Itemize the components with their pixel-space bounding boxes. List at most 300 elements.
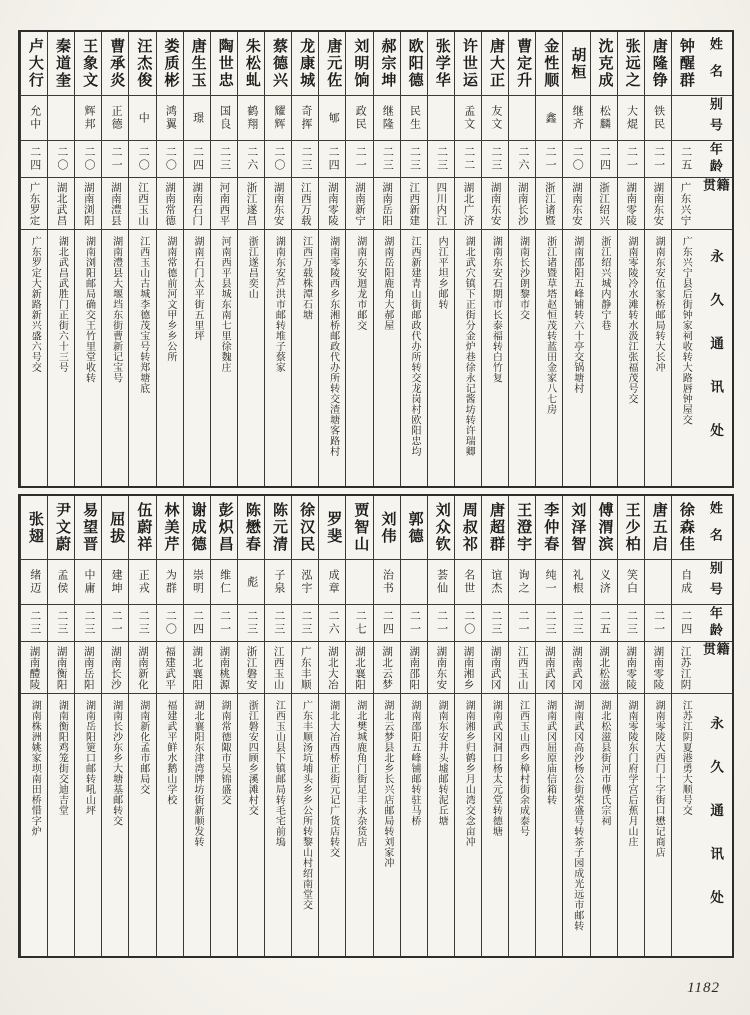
- person-age: 二五: [598, 610, 611, 636]
- person-native-place-cell: [184, 178, 210, 230]
- person-name: 刘泽智: [569, 502, 586, 553]
- person-alias: 国良: [218, 105, 231, 131]
- person-column: [454, 496, 481, 956]
- person-age-cell: [645, 141, 671, 178]
- person-column: [101, 496, 128, 956]
- person-address-cell: [591, 230, 617, 486]
- person-age-cell: [374, 605, 400, 642]
- person-column: [671, 32, 698, 486]
- person-address: 湖南岳阳鹿角大郝屋: [381, 236, 393, 331]
- person-age: 二三: [245, 610, 258, 636]
- person-name-cell: [482, 496, 508, 560]
- person-name: 唐隆铮: [650, 38, 667, 89]
- person-name-cell: [618, 32, 644, 96]
- person-name-cell: [265, 496, 291, 560]
- person-alias: 鹤翔: [245, 105, 258, 131]
- person-column: [264, 496, 291, 956]
- person-name-cell: [374, 496, 400, 560]
- person-address: 湖南东安石期市长泰福转白竹复: [490, 236, 502, 383]
- person-alias-cell: [374, 560, 400, 605]
- person-alias: 允中: [28, 105, 41, 131]
- person-age-cell: [482, 605, 508, 642]
- person-address: 广东丰顺汤坑埔头乡乡公所转黎山村绍南堂交: [300, 700, 312, 910]
- person-name-cell: [319, 32, 345, 96]
- person-name-cell: [509, 496, 535, 560]
- person-native-place: 浙江绍兴: [598, 181, 610, 226]
- person-age-cell: [292, 141, 318, 178]
- person-address: 湖南武冈洞口杨太元堂转德塘: [490, 700, 502, 837]
- person-address-cell: [428, 694, 454, 956]
- directory-table-top: [18, 30, 734, 488]
- person-column: [318, 32, 345, 486]
- person-native-place-cell: [645, 642, 671, 694]
- person-address-cell: [618, 694, 644, 956]
- person-age: 二六: [516, 146, 529, 172]
- person-age: 二〇: [82, 146, 95, 172]
- person-alias: 成章: [327, 569, 340, 595]
- person-alias-cell: [482, 96, 508, 141]
- person-age: 二〇: [164, 610, 177, 636]
- person-native-place-cell: [509, 178, 535, 230]
- person-address-cell: [401, 694, 427, 956]
- person-address-cell: [428, 230, 454, 486]
- person-address-cell: [672, 230, 698, 486]
- person-native-place-cell: [265, 178, 291, 230]
- person-name-cell: [21, 32, 47, 96]
- person-age-cell: [102, 605, 128, 642]
- person-name: 林美芹: [162, 502, 179, 553]
- person-column: [644, 496, 671, 956]
- person-address-cell: [129, 694, 155, 956]
- person-age-cell: [129, 605, 155, 642]
- person-name-cell: [292, 32, 318, 96]
- person-age-cell: [238, 141, 264, 178]
- person-alias-cell: [21, 96, 47, 141]
- person-address-cell: [563, 694, 589, 956]
- person-native-place: 江西玉山: [136, 181, 148, 226]
- person-name-cell: [428, 496, 454, 560]
- person-name-cell: [157, 496, 183, 560]
- person-alias-cell: [536, 96, 562, 141]
- header-address-label: 永久通讯处: [708, 249, 724, 467]
- person-native-place-cell: [211, 642, 237, 694]
- person-age: 二〇: [571, 146, 584, 172]
- person-name-cell: [536, 496, 562, 560]
- person-native-place: 湖南邵阳: [408, 645, 420, 690]
- person-alias-cell: [265, 560, 291, 605]
- person-column: [47, 32, 74, 486]
- header-alias-label: 别号: [707, 561, 723, 603]
- person-native-place-cell: [482, 642, 508, 694]
- person-age-cell: [48, 141, 74, 178]
- person-native-place: 湖南东安: [652, 181, 664, 226]
- person-alias-cell: [509, 96, 535, 141]
- person-alias-cell: [129, 96, 155, 141]
- person-alias-cell: [672, 560, 698, 605]
- person-native-place-cell: [102, 642, 128, 694]
- person-native-place-cell: [129, 178, 155, 230]
- person-native-place: 广东兴宁: [679, 181, 691, 226]
- person-age-cell: [591, 605, 617, 642]
- person-address: 浙江诸暨草塔赵恒茂转蓝田金家八七房: [544, 236, 556, 415]
- person-alias: 孟侯: [55, 569, 68, 595]
- person-age-cell: [129, 141, 155, 178]
- person-address-cell: [482, 230, 508, 486]
- person-age: 二一: [544, 146, 557, 172]
- person-alias: 义济: [598, 569, 611, 595]
- person-name: 郝宗坤: [379, 38, 396, 89]
- person-name-cell: [265, 32, 291, 96]
- person-age: 二六: [245, 146, 258, 172]
- person-native-place: 浙江磐安: [245, 645, 257, 690]
- person-address-cell: [563, 230, 589, 486]
- person-alias: 笑白: [625, 569, 638, 595]
- person-native-place-cell: [618, 178, 644, 230]
- person-native-place: 湖南零陵: [652, 645, 664, 690]
- person-age-cell: [428, 141, 454, 178]
- person-column: [481, 32, 508, 486]
- person-alias-cell: [129, 560, 155, 605]
- person-name-cell: [157, 32, 183, 96]
- person-column: [183, 32, 210, 486]
- person-column: [535, 32, 562, 486]
- header-address: [698, 694, 732, 956]
- person-address-cell: [265, 230, 291, 486]
- person-name-cell: [455, 496, 481, 560]
- person-address-cell: [292, 230, 318, 486]
- person-address: 湖南石门太平街五里坪: [191, 236, 203, 341]
- person-native-place-cell: [211, 178, 237, 230]
- person-name: 陈懋春: [243, 502, 260, 553]
- person-column: [373, 32, 400, 486]
- person-age-cell: [645, 605, 671, 642]
- person-address-cell: [455, 694, 481, 956]
- person-name: 卢大行: [26, 38, 43, 89]
- header-native-label: 籍贯: [701, 178, 730, 205]
- person-name-cell: [102, 496, 128, 560]
- person-address-cell: [157, 230, 183, 486]
- person-alias-cell: [75, 560, 101, 605]
- header-address: [698, 230, 732, 486]
- person-name-cell: [346, 496, 372, 560]
- person-name: 谢成德: [189, 502, 206, 553]
- person-native-place-cell: [21, 178, 47, 230]
- person-address: 福建武平鲜水鹅山学校: [164, 700, 176, 805]
- person-alias-cell: [184, 96, 210, 141]
- person-native-place: 浙江诸暨: [543, 181, 555, 226]
- person-address-cell: [292, 694, 318, 956]
- person-address: 湖南零陵大西门十字街口懋记商店: [653, 700, 665, 858]
- person-column: [291, 32, 318, 486]
- person-column: [644, 32, 671, 486]
- person-native-place-cell: [428, 642, 454, 694]
- person-alias-cell: [157, 560, 183, 605]
- person-alias: 璟: [191, 111, 204, 125]
- person-age: 二三: [489, 610, 502, 636]
- person-address: 江苏江阴夏港勇大顺号交: [680, 700, 692, 816]
- person-native-place: 江苏江阴: [679, 645, 691, 690]
- person-age: 二〇: [55, 146, 68, 172]
- person-alias-cell: [645, 96, 671, 141]
- person-name: 唐元佐: [325, 38, 342, 89]
- person-name: 徐汉民: [298, 502, 315, 553]
- person-address: 湖南东安芦洪市邮转堆子蔡家: [273, 236, 285, 373]
- person-native-place-cell: [563, 178, 589, 230]
- person-native-place: 湖南长沙: [109, 645, 121, 690]
- person-column: [590, 32, 617, 486]
- person-age-cell: [292, 605, 318, 642]
- person-name-cell: [238, 32, 264, 96]
- person-name-cell: [346, 32, 372, 96]
- person-name: 唐生玉: [189, 38, 206, 89]
- person-address: 湖南武冈高沙杨公街荣盛号转茶子园成光远市邮转: [571, 700, 583, 931]
- person-age-cell: [211, 605, 237, 642]
- person-column: [237, 496, 264, 956]
- person-address: 江西玉山古城李德茂宝号转郑塘底: [137, 236, 149, 394]
- person-age-cell: [346, 141, 372, 178]
- person-name: 蔡德兴: [270, 38, 287, 89]
- person-name: 罗斐: [325, 510, 342, 545]
- person-native-place-cell: [48, 178, 74, 230]
- person-name: 张远之: [623, 38, 640, 89]
- person-native-place-cell: [292, 178, 318, 230]
- person-alias-cell: [374, 96, 400, 141]
- person-name-cell: [482, 32, 508, 96]
- person-age: 二三: [82, 610, 95, 636]
- person-name: 陈元清: [270, 502, 287, 553]
- person-age-cell: [21, 605, 47, 642]
- person-age-cell: [672, 605, 698, 642]
- person-native-place-cell: [346, 178, 372, 230]
- person-alias-cell: [346, 560, 372, 605]
- person-alias-cell: [319, 96, 345, 141]
- person-age: 二一: [625, 146, 638, 172]
- person-address-cell: [346, 230, 372, 486]
- person-address: 湖南湘乡归鹤乡月山湾交念亩冲: [463, 700, 475, 847]
- person-age-cell: [238, 605, 264, 642]
- person-name: 刘明饷: [352, 38, 369, 89]
- person-address-cell: [211, 694, 237, 956]
- page-number: 1182: [687, 980, 720, 996]
- person-address-cell: [157, 694, 183, 956]
- person-alias-cell: [618, 96, 644, 141]
- person-address-cell: [401, 230, 427, 486]
- person-column: [128, 32, 155, 486]
- person-native-place-cell: [401, 642, 427, 694]
- person-native-place-cell: [645, 178, 671, 230]
- person-column: [20, 32, 47, 486]
- person-column: [47, 496, 74, 956]
- person-name: 朱松虬: [243, 38, 260, 89]
- person-native-place-cell: [374, 642, 400, 694]
- person-name-cell: [455, 32, 481, 96]
- person-alias-cell: [238, 560, 264, 605]
- person-native-place-cell: [455, 642, 481, 694]
- person-address: 广东兴宁县后街钟家祠收转大路唇钟屋交: [680, 236, 692, 425]
- person-name-cell: [672, 32, 698, 96]
- person-address: 湖南澧县大堰垱东街曹新记宝号: [110, 236, 122, 383]
- person-alias: 耀辉: [272, 105, 285, 131]
- header-alias-label: 别号: [707, 97, 723, 139]
- person-address-cell: [75, 694, 101, 956]
- person-address-cell: [319, 694, 345, 956]
- person-native-place: 湖北襄阳: [353, 645, 365, 690]
- person-native-place-cell: [591, 642, 617, 694]
- person-age-cell: [536, 605, 562, 642]
- person-native-place-cell: [265, 642, 291, 694]
- person-name: 尹文蔚: [53, 502, 70, 553]
- person-age: 二三: [299, 146, 312, 172]
- person-address: 湖北襄阳东津湾牌坊街新顺发转: [191, 700, 203, 847]
- header-alias: [698, 560, 732, 605]
- person-name: 徐森佳: [677, 502, 694, 553]
- person-age: 二〇: [164, 146, 177, 172]
- person-native-place-cell: [455, 178, 481, 230]
- header-age-label: 年龄: [707, 142, 723, 176]
- person-name-cell: [401, 496, 427, 560]
- person-age-cell: [75, 605, 101, 642]
- person-column: [481, 496, 508, 956]
- person-age-cell: [509, 141, 535, 178]
- person-native-place: 江西玉山: [272, 645, 284, 690]
- person-alias: 中庸: [82, 569, 95, 595]
- person-name-cell: [184, 32, 210, 96]
- person-column: [156, 496, 183, 956]
- person-name: 伍蔚祥: [135, 502, 152, 553]
- person-age: 二三: [489, 146, 502, 172]
- person-alias-cell: [102, 96, 128, 141]
- person-age: 二二: [462, 146, 475, 172]
- person-column: [74, 32, 101, 486]
- person-native-place: 湖北襄阳: [191, 645, 203, 690]
- person-address: 湖南东安迴龙市邮交: [354, 236, 366, 331]
- person-native-place: 湖南零陵: [625, 181, 637, 226]
- person-address-cell: [102, 694, 128, 956]
- person-address: 浙江磐安四顾乡溪滩村交: [246, 700, 258, 816]
- person-alias: 正德: [110, 105, 123, 131]
- person-name-cell: [645, 496, 671, 560]
- person-column: [400, 496, 427, 956]
- person-address-cell: [482, 694, 508, 956]
- person-age-cell: [618, 605, 644, 642]
- person-native-place: 湖南东安: [570, 181, 582, 226]
- person-alias-cell: [319, 560, 345, 605]
- person-address: 湖南邵阳五峰铺转六十亭交锅塘村: [571, 236, 583, 394]
- person-alias-cell: [563, 96, 589, 141]
- person-address: 湖南衡阳鸡笼街交迪吉堂: [56, 700, 68, 816]
- person-native-place: 湖南武冈: [570, 645, 582, 690]
- person-alias-cell: [536, 560, 562, 605]
- person-name-cell: [374, 32, 400, 96]
- person-name: 唐超群: [487, 502, 504, 553]
- person-address-cell: [21, 694, 47, 956]
- person-name: 曹承炎: [108, 38, 125, 89]
- person-age: 二一: [652, 146, 665, 172]
- person-native-place-cell: [292, 642, 318, 694]
- person-age: 二三: [137, 610, 150, 636]
- person-address-cell: [374, 230, 400, 486]
- person-alias-cell: [102, 560, 128, 605]
- person-name-cell: [319, 496, 345, 560]
- person-native-place-cell: [75, 178, 101, 230]
- person-column: [508, 496, 535, 956]
- person-name-cell: [428, 32, 454, 96]
- person-alias-cell: [645, 560, 671, 605]
- person-age: 二三: [55, 610, 68, 636]
- person-native-place-cell: [618, 642, 644, 694]
- person-column: [535, 496, 562, 956]
- person-alias: 民生: [408, 105, 421, 131]
- person-native-place: 湖南澧县: [109, 181, 121, 226]
- person-address-cell: [509, 694, 535, 956]
- person-native-place-cell: [509, 642, 535, 694]
- person-age: 二一: [516, 610, 529, 636]
- person-address-cell: [238, 230, 264, 486]
- person-age-cell: [455, 605, 481, 642]
- person-address-cell: [75, 230, 101, 486]
- person-column: [156, 32, 183, 486]
- person-address: 湖南东安伍家桥邮局转大长冲: [653, 236, 665, 373]
- person-column: [210, 32, 237, 486]
- person-address: 湖北武昌武胜门正街六十三号: [56, 236, 68, 373]
- person-name: 娄质彬: [162, 38, 179, 89]
- header-age-label: 年龄: [707, 606, 723, 640]
- person-age-cell: [482, 141, 508, 178]
- person-native-place-cell: [428, 178, 454, 230]
- person-name: 周叔祁: [460, 502, 477, 553]
- person-name-cell: [211, 496, 237, 560]
- person-age: 二六: [327, 610, 340, 636]
- person-age: 二七: [354, 610, 367, 636]
- person-alias-cell: [401, 96, 427, 141]
- person-alias: 维仁: [218, 569, 231, 595]
- person-age-cell: [319, 605, 345, 642]
- person-age: 二四: [191, 146, 204, 172]
- person-address-cell: [645, 230, 671, 486]
- person-name: 唐大正: [487, 38, 504, 89]
- person-native-place: 四川内江: [435, 181, 447, 226]
- person-age: 二五: [679, 146, 692, 172]
- person-age-cell: [563, 605, 589, 642]
- person-age: 二四: [191, 610, 204, 636]
- person-native-place-cell: [563, 642, 589, 694]
- person-native-place-cell: [48, 642, 74, 694]
- person-name: 胡桓: [569, 46, 586, 81]
- person-name-cell: [292, 496, 318, 560]
- person-address-cell: [21, 230, 47, 486]
- person-name-cell: [184, 496, 210, 560]
- header-native: [698, 642, 732, 694]
- person-address-cell: [48, 230, 74, 486]
- person-name: 欧阳德: [406, 38, 423, 89]
- person-name: 郭德: [406, 510, 423, 545]
- person-alias-cell: [563, 560, 589, 605]
- person-column: [590, 496, 617, 956]
- person-name: 张翅: [26, 510, 43, 545]
- person-address: 广东罗定大新路新兴盛六号交: [29, 236, 41, 373]
- person-age-cell: [211, 141, 237, 178]
- person-age-cell: [346, 605, 372, 642]
- person-age-cell: [509, 605, 535, 642]
- person-address: 湖南东安井头墟邮转泥丘塘: [436, 700, 448, 826]
- person-name: 许世运: [460, 38, 477, 89]
- person-alias: 名世: [462, 569, 475, 595]
- person-age: 二三: [381, 146, 394, 172]
- person-address: 内江平坦乡邮转: [436, 236, 448, 310]
- person-native-place: 湖南岳阳: [82, 645, 94, 690]
- person-native-place: 湖南武冈: [489, 645, 501, 690]
- person-native-place: 湖南醴陵: [28, 645, 40, 690]
